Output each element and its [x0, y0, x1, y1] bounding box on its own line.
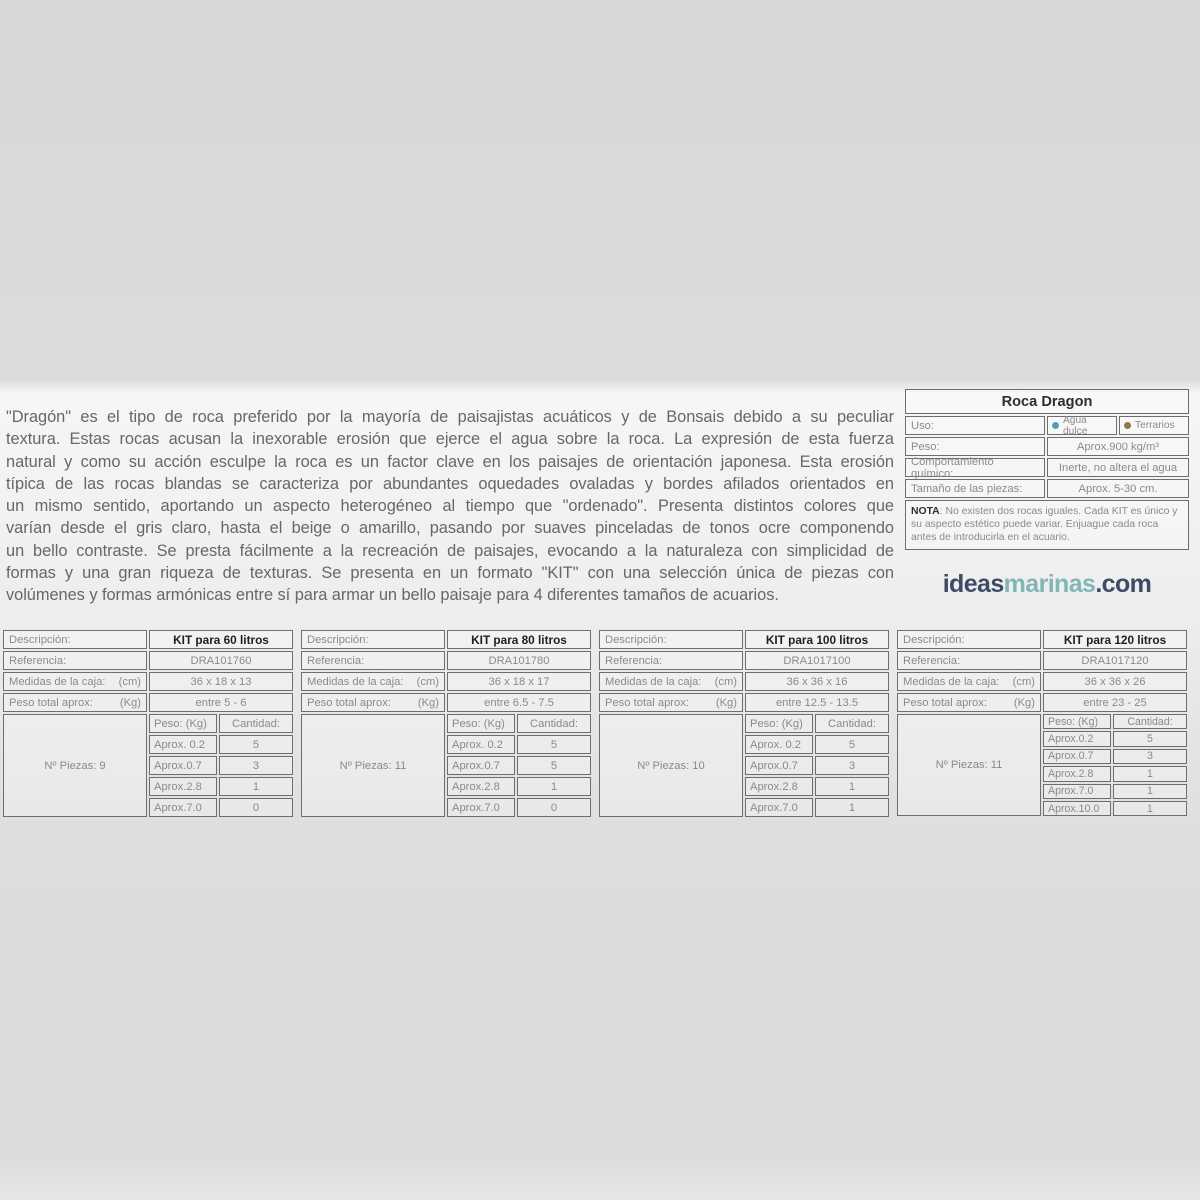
- pieces-header-row: [1043, 714, 1187, 729]
- row-label-text: Peso total aprox:: [307, 696, 391, 709]
- spec-tamano-value: Aprox. 5-30 cm.: [1047, 479, 1189, 498]
- piece-weight: Aprox.7.0: [1043, 784, 1111, 799]
- piece-quantity: 5: [517, 756, 591, 775]
- table-row: [301, 693, 591, 712]
- row-value: DRA101760: [149, 651, 293, 670]
- row-unit: (Kg): [417, 696, 439, 709]
- table-row: [301, 630, 591, 649]
- logo-part-ideas: ideas: [942, 570, 1004, 598]
- table-row: [301, 651, 591, 670]
- row-label: [301, 672, 445, 691]
- row-value: KIT para 60 litros: [149, 630, 293, 649]
- pieces-row: [447, 777, 591, 796]
- pieces-section: [897, 714, 1187, 816]
- logo-part-com: .com: [1095, 570, 1152, 598]
- table-row: [897, 693, 1187, 712]
- uso-option-label: Terrarios: [1135, 420, 1175, 431]
- pieces-row: [1043, 801, 1187, 816]
- table-row: [905, 479, 1189, 498]
- nota-label: NOTA: [911, 506, 940, 517]
- row-value: KIT para 100 litros: [745, 630, 889, 649]
- pieces-header-peso: Peso: (Kg): [745, 714, 813, 733]
- row-value: entre 5 - 6: [149, 693, 293, 712]
- pieces-header-cantidad: Cantidad:: [1113, 714, 1187, 729]
- piece-quantity: 1: [1113, 784, 1187, 799]
- piece-quantity: 3: [815, 756, 889, 775]
- row-value: entre 23 - 25: [1043, 693, 1187, 712]
- paragraph-line: natural y como su acción esculpe la roca es un factor clave en los paisajes de orientación japonesa. Esta erosión: [6, 452, 894, 471]
- pieces-header-peso: Peso: (Kg): [149, 714, 217, 733]
- row-unit: (Kg): [715, 696, 737, 709]
- paragraph-line: un mismo sentido, aportando un aspecto heterogéneo al tiempo que "ordenado". Presenta distintos colores que: [6, 497, 894, 516]
- pieces-row: [1043, 784, 1187, 799]
- table-row: [905, 437, 1189, 456]
- pieces-header-row: [149, 714, 293, 733]
- nota-box: [905, 500, 1189, 550]
- spec-table-title: Roca Dragon: [905, 389, 1189, 414]
- paragraph-line: volúmenes y formas armónicas entre sí para armar un bello paisaje para 4 diferentes tamaños de acuarios.: [6, 586, 779, 605]
- piece-weight: Aprox.7.0: [149, 798, 217, 817]
- piece-weight: Aprox.0.2: [1043, 731, 1111, 746]
- row-value: 36 x 18 x 17: [447, 672, 591, 691]
- pieces-count: Nº Piezas: 10: [599, 714, 743, 817]
- pieces-subtable: [447, 714, 591, 817]
- pieces-row: [149, 777, 293, 796]
- row-value: DRA1017100: [745, 651, 889, 670]
- uso-option-agua-dulce: [1047, 416, 1117, 435]
- row-unit: (cm): [714, 675, 737, 688]
- pieces-header-cantidad: Cantidad:: [815, 714, 889, 733]
- piece-weight: Aprox.7.0: [745, 798, 813, 817]
- pieces-row: [745, 756, 889, 775]
- piece-weight: Aprox.2.8: [1043, 766, 1111, 781]
- pieces-subtable: [745, 714, 889, 817]
- piece-weight: Aprox.0.7: [1043, 749, 1111, 764]
- piece-weight: Aprox.0.7: [447, 756, 515, 775]
- row-label: [897, 672, 1041, 691]
- ideasmarinas-logo: [905, 570, 1189, 599]
- piece-quantity: 1: [815, 798, 889, 817]
- logo-part-marinas: marinas: [1003, 570, 1096, 598]
- uso-option-label: Agua dulce: [1063, 414, 1088, 437]
- piece-weight: Aprox.10.0: [1043, 801, 1111, 816]
- piece-weight: Aprox. 0.2: [745, 735, 813, 754]
- pieces-section: [3, 714, 293, 817]
- table-row: [599, 693, 889, 712]
- pieces-section: [599, 714, 889, 817]
- piece-weight: Aprox.2.8: [745, 777, 813, 796]
- piece-weight: Aprox.0.7: [745, 756, 813, 775]
- row-label: [3, 693, 147, 712]
- pieces-row: [745, 735, 889, 754]
- row-label-text: Peso total aprox:: [605, 696, 689, 709]
- row-value: KIT para 120 litros: [1043, 630, 1187, 649]
- row-unit: (cm): [1012, 675, 1035, 688]
- pieces-row: [149, 756, 293, 775]
- piece-weight: Aprox.2.8: [447, 777, 515, 796]
- piece-quantity: 3: [219, 756, 293, 775]
- row-label-text: Referencia:: [605, 654, 663, 667]
- spec-peso-label: Peso:: [905, 437, 1045, 456]
- table-row: [3, 651, 293, 670]
- piece-quantity: 1: [517, 777, 591, 796]
- table-row: [905, 389, 1189, 414]
- description-paragraph: [6, 406, 894, 607]
- pieces-count: Nº Piezas: 11: [897, 714, 1041, 816]
- row-value: 36 x 18 x 13: [149, 672, 293, 691]
- pieces-row: [745, 777, 889, 796]
- table-row: [3, 630, 293, 649]
- row-label-text: Medidas de la caja:: [605, 675, 702, 688]
- pieces-count: Nº Piezas: 9: [3, 714, 147, 817]
- row-label: [3, 672, 147, 691]
- pieces-header-cantidad: Cantidad:: [517, 714, 591, 733]
- kit-table-100-litros: [599, 630, 889, 817]
- spec-quimico-value: Inerte, no altera el agua: [1047, 458, 1189, 477]
- piece-quantity: 1: [1113, 766, 1187, 781]
- row-label-text: Medidas de la caja:: [307, 675, 404, 688]
- row-value: DRA101780: [447, 651, 591, 670]
- pieces-subtable: [1043, 714, 1187, 816]
- row-label: [3, 651, 147, 670]
- pieces-row: [745, 798, 889, 817]
- kit-tables-row: [3, 630, 1187, 817]
- pieces-row: [447, 735, 591, 754]
- row-unit: (Kg): [1013, 696, 1035, 709]
- spec-tamano-label: Tamaño de las piezas:: [905, 479, 1045, 498]
- table-row: [599, 630, 889, 649]
- paragraph-line: formas y una gran riqueza de texturas. Se presenta en un formato "KIT" con una selección única de piezas con: [6, 564, 894, 583]
- pieces-section: [301, 714, 591, 817]
- piece-quantity: 5: [517, 735, 591, 754]
- terrarios-dot-icon: [1124, 422, 1131, 429]
- row-value: KIT para 80 litros: [447, 630, 591, 649]
- table-row: [905, 455, 1189, 480]
- piece-weight: Aprox.2.8: [149, 777, 217, 796]
- pieces-header-peso: Peso: (Kg): [447, 714, 515, 733]
- row-value: 36 x 36 x 16: [745, 672, 889, 691]
- paragraph-line: textura. Estas rocas acusan la inexorable erosión que ejerce el agua sobre la roca. La expresión de esta fuerza: [6, 430, 894, 449]
- kit-table-60-litros: [3, 630, 293, 817]
- row-label: [897, 630, 1041, 649]
- row-label-text: Peso total aprox:: [903, 696, 987, 709]
- piece-quantity: 0: [219, 798, 293, 817]
- table-row: [301, 672, 591, 691]
- pieces-header-peso: Peso: (Kg): [1043, 714, 1111, 729]
- pieces-subtable: [149, 714, 293, 817]
- piece-weight: Aprox.7.0: [447, 798, 515, 817]
- paragraph-line: "Dragón" es el tipo de roca preferido por la mayoría de paisajistas acuáticos y de Bonsais debido a su peculiar: [6, 408, 894, 426]
- row-label: [301, 630, 445, 649]
- row-label: [301, 651, 445, 670]
- row-label-text: Descripción:: [9, 633, 71, 646]
- piece-quantity: 1: [815, 777, 889, 796]
- row-label-text: Referencia:: [9, 654, 67, 667]
- row-label: [599, 651, 743, 670]
- pieces-row: [1043, 766, 1187, 781]
- pieces-row: [149, 735, 293, 754]
- row-label-text: Peso total aprox:: [9, 696, 93, 709]
- row-label: [599, 693, 743, 712]
- table-row: [897, 630, 1187, 649]
- spec-quimico-label: Comportamiento químico:: [905, 458, 1045, 477]
- pieces-header-row: [745, 714, 889, 733]
- pieces-header-row: [447, 714, 591, 733]
- row-unit: (cm): [118, 675, 141, 688]
- row-label: [897, 693, 1041, 712]
- piece-quantity: 5: [815, 735, 889, 754]
- row-value: entre 6.5 - 7.5: [447, 693, 591, 712]
- row-unit: (Kg): [119, 696, 141, 709]
- paragraph-line: un bello contraste. Se presta fácilmente a la recreación de paisajes, evocando a la naturaleza con simplicidad de: [6, 541, 894, 560]
- piece-weight: Aprox. 0.2: [149, 735, 217, 754]
- row-label-text: Medidas de la caja:: [903, 675, 1000, 688]
- pieces-count: Nº Piezas: 11: [301, 714, 445, 817]
- paragraph-line: típica de las rocas blandas se caracteriza por abundantes oquedades ovaladas y bordes afilados orientados en: [6, 474, 894, 493]
- row-label: [599, 630, 743, 649]
- pieces-row: [1043, 731, 1187, 746]
- table-row: [599, 672, 889, 691]
- row-label-text: Descripción:: [307, 633, 369, 646]
- row-unit: (cm): [416, 675, 439, 688]
- table-row: [3, 672, 293, 691]
- pieces-row: [447, 756, 591, 775]
- spec-table: [905, 389, 1189, 550]
- uso-option-terrarios: [1119, 416, 1189, 435]
- spec-peso-value: Aprox.900 kg/m³: [1047, 437, 1189, 456]
- row-label: [301, 693, 445, 712]
- kit-table-120-litros: [897, 630, 1187, 817]
- piece-quantity: 1: [1113, 801, 1187, 816]
- pieces-header-cantidad: Cantidad:: [219, 714, 293, 733]
- nota-text: : No existen dos rocas iguales. Cada KIT es único y su aspecto estético puede variar. Enjuague cada roca antes de introducirla en el acuario.: [911, 506, 1178, 543]
- agua-dulce-dot-icon: [1052, 422, 1059, 429]
- piece-quantity: 5: [219, 735, 293, 754]
- table-row: [3, 693, 293, 712]
- row-label-text: Descripción:: [903, 633, 965, 646]
- row-label: [3, 630, 147, 649]
- piece-quantity: 1: [219, 777, 293, 796]
- row-label-text: Descripción:: [605, 633, 667, 646]
- table-row: [905, 416, 1189, 435]
- pieces-row: [149, 798, 293, 817]
- row-label-text: Referencia:: [903, 654, 961, 667]
- row-label: [897, 651, 1041, 670]
- row-value: entre 12.5 - 13.5: [745, 693, 889, 712]
- paragraph-line: varían desde el gris claro, hasta el beige o amarillo, pasando por suaves pinceladas de tonos ocre componendo: [6, 519, 894, 538]
- piece-quantity: 0: [517, 798, 591, 817]
- row-label-text: Medidas de la caja:: [9, 675, 106, 688]
- piece-quantity: 3: [1113, 749, 1187, 764]
- table-row: [897, 672, 1187, 691]
- pieces-row: [1043, 749, 1187, 764]
- piece-quantity: 5: [1113, 731, 1187, 746]
- piece-weight: Aprox.0.7: [149, 756, 217, 775]
- piece-weight: Aprox. 0.2: [447, 735, 515, 754]
- table-row: [599, 651, 889, 670]
- kit-table-80-litros: [301, 630, 591, 817]
- row-label-text: Referencia:: [307, 654, 365, 667]
- spec-uso-label: Uso:: [905, 416, 1045, 435]
- pieces-row: [447, 798, 591, 817]
- row-label: [599, 672, 743, 691]
- table-row: [897, 651, 1187, 670]
- row-value: 36 x 36 x 26: [1043, 672, 1187, 691]
- row-value: DRA1017120: [1043, 651, 1187, 670]
